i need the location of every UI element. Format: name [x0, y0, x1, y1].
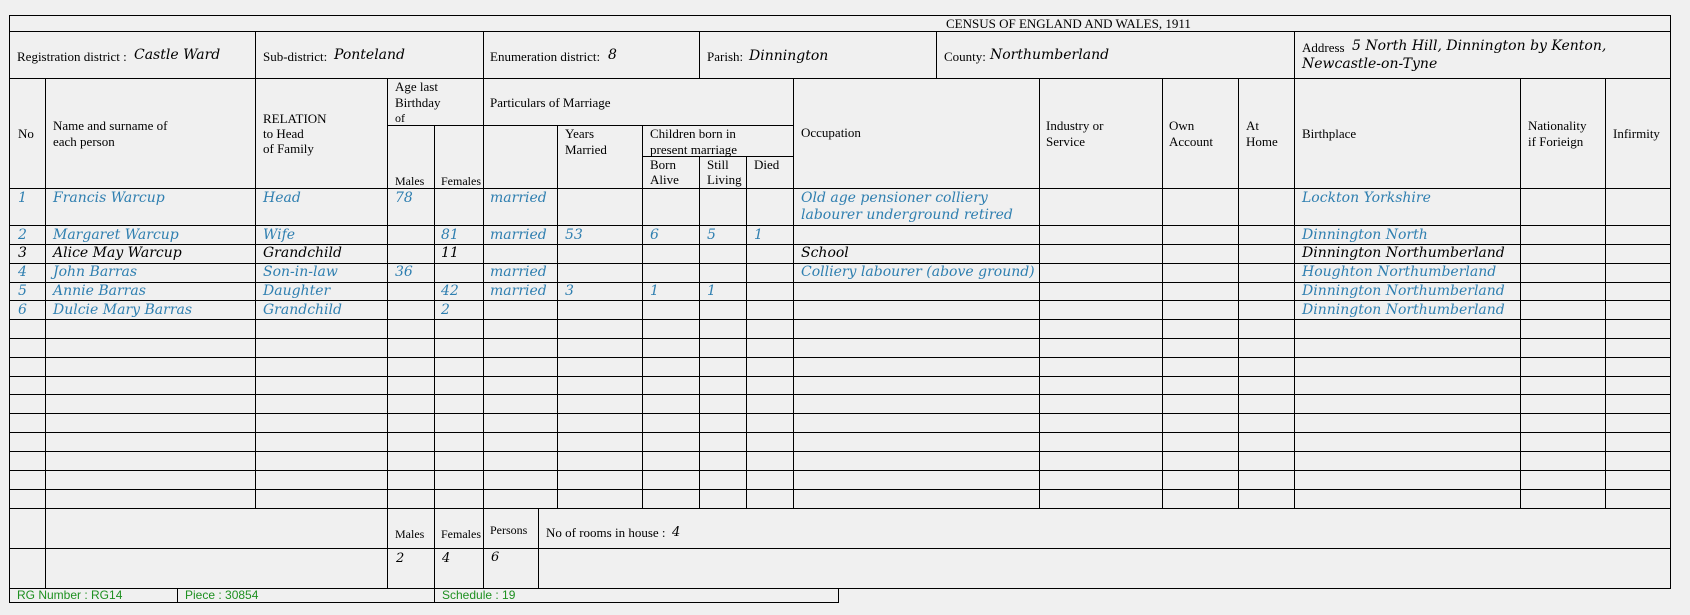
col-no: No: [18, 126, 34, 141]
rule: [9, 188, 1671, 189]
rule: [1294, 31, 1295, 78]
rule: [9, 451, 1671, 452]
rule: [1605, 78, 1606, 508]
parish-label: Parish:: [707, 49, 744, 64]
row-name: Dulcie Mary Barras: [53, 302, 193, 318]
col-age-l3: of: [395, 111, 405, 125]
rule: [9, 489, 1671, 490]
rule: [538, 508, 539, 589]
row-no: 3: [18, 245, 27, 261]
row-name: Annie Barras: [53, 283, 146, 299]
row-no: 5: [18, 283, 27, 299]
totals-persons-value: 6: [491, 550, 500, 565]
row-relation: Wife: [263, 227, 296, 243]
row-birthplace: Houghton Northumberland: [1302, 264, 1497, 280]
county-label: County:: [944, 49, 986, 64]
rooms-value: 4: [672, 525, 681, 540]
col-years-l1: Years: [565, 126, 595, 141]
rule: [9, 319, 1671, 320]
registration-district-value: Castle Ward: [134, 47, 221, 63]
rule: [255, 78, 256, 508]
row-still-living: 1: [707, 283, 716, 299]
enumeration-district-label: Enumeration district:: [490, 49, 601, 64]
rule: [642, 125, 643, 508]
row-years-married: 3: [565, 283, 574, 299]
row-birthplace: Dinnington Northumberland: [1302, 283, 1505, 299]
rule: [1520, 78, 1521, 508]
col-relation-l2: to Head: [263, 126, 304, 141]
sub-district-label: Sub-district:: [263, 49, 328, 64]
rule: [557, 125, 558, 508]
col-nationality-l1: Nationality: [1528, 118, 1587, 133]
rule: [45, 78, 46, 589]
row-name: Margaret Warcup: [53, 227, 179, 243]
row-relation: Grandchild: [263, 302, 342, 318]
col-females: Females: [441, 174, 481, 188]
rule: [9, 508, 1671, 509]
col-still-l2: Living: [707, 172, 742, 187]
row-died: 1: [754, 227, 763, 243]
rule: [699, 31, 700, 78]
row-occupation-cont: labourer underground retired: [801, 207, 1013, 223]
rule: [177, 588, 178, 603]
row-marital-status: married: [490, 227, 547, 243]
row-no: 6: [18, 302, 27, 318]
rule: [1294, 78, 1295, 508]
sub-district-value: Ponteland: [334, 47, 406, 63]
row-age-female: 11: [441, 245, 459, 261]
col-children-l1: Children born in: [650, 126, 736, 141]
row-occupation: Old age pensioner colliery: [801, 190, 988, 206]
row-age-female: 42: [441, 283, 459, 299]
schedule-number: Schedule : 19: [442, 588, 516, 602]
col-industry-l1: Industry or: [1046, 118, 1104, 133]
col-relation-l1: RELATION: [263, 111, 327, 126]
rule: [9, 225, 1671, 226]
rule: [9, 394, 1671, 395]
row-marital-status: married: [490, 190, 547, 206]
rule: [1162, 78, 1163, 508]
row-name: Alice May Warcup: [53, 245, 182, 261]
row-still-living: 5: [707, 227, 716, 243]
rooms-label: No of rooms in house :: [546, 525, 666, 540]
col-home-l1: At: [1246, 118, 1259, 133]
row-no: 2: [18, 227, 27, 243]
rule: [387, 78, 388, 589]
row-born-alive: 6: [650, 227, 659, 243]
row-birthplace: Dinnington Northumberland: [1302, 302, 1505, 318]
totals-males-label: Males: [395, 527, 425, 541]
row-marital-status: married: [490, 264, 547, 280]
col-occupation: Occupation: [801, 125, 861, 140]
rule: [483, 78, 484, 589]
rule: [483, 31, 484, 78]
address-value-line2: Newcastle-on-Tyne: [1302, 56, 1438, 72]
registration-district-label: Registration district :: [17, 49, 127, 64]
col-own-l1: Own: [1169, 118, 1195, 133]
rule: [699, 156, 700, 508]
col-still-l1: Still: [707, 157, 729, 172]
rule: [9, 413, 1671, 414]
row-age-female: 2: [441, 302, 450, 318]
col-home-l2: Home: [1246, 134, 1278, 149]
row-age-male: 36: [395, 264, 413, 280]
rule: [746, 156, 747, 508]
rule: [9, 78, 1671, 79]
rule: [9, 300, 1671, 301]
row-no: 4: [18, 264, 27, 280]
col-nationality-l2: if Forieign: [1528, 134, 1584, 149]
rule: [9, 31, 1671, 32]
piece-number: Piece : 30854: [185, 588, 259, 602]
totals-females-label: Females: [441, 527, 481, 541]
rule: [793, 78, 794, 508]
row-relation: Grandchild: [263, 245, 342, 261]
totals-persons-label: Persons: [490, 523, 528, 537]
col-infirmity: Infirmity: [1613, 126, 1660, 141]
address-value-line1: 5 North Hill, Dinnington by Kenton,: [1352, 38, 1607, 54]
rule: [9, 357, 1671, 358]
col-name-l1: Name and surname of: [53, 118, 168, 133]
row-years-married: 53: [565, 227, 583, 243]
rule: [9, 548, 1671, 549]
col-children-l2: present marriage: [650, 142, 737, 157]
row-birthplace: Dinnington North: [1302, 227, 1428, 243]
col-age-l1: Age last: [395, 79, 438, 94]
row-age-male: 78: [395, 190, 413, 206]
col-born-l1: Born: [650, 157, 676, 172]
enumeration-district-value: 8: [608, 47, 617, 63]
rule: [434, 125, 435, 589]
col-industry-l2: Service: [1046, 134, 1085, 149]
col-born-l2: Alive: [650, 172, 679, 187]
row-relation: Son-in-law: [263, 264, 338, 280]
row-no: 1: [18, 190, 27, 206]
row-birthplace: Lockton Yorkshire: [1302, 190, 1431, 206]
rule: [1039, 78, 1040, 508]
row-name: John Barras: [53, 264, 138, 280]
col-name-l2: each person: [53, 134, 115, 149]
county-value: Northumberland: [990, 47, 1110, 63]
rule: [9, 376, 1671, 377]
totals-females-value: 4: [442, 551, 451, 566]
col-age-l2: Birthday: [395, 95, 441, 110]
row-age-female: 81: [441, 227, 459, 243]
col-relation-l3: of Family: [263, 141, 314, 156]
footer-reference-bar: [9, 588, 839, 603]
col-birthplace: Birthplace: [1302, 126, 1357, 141]
parish-value: Dinnington: [749, 48, 829, 64]
row-born-alive: 1: [650, 283, 659, 299]
rule: [9, 470, 1671, 471]
rule: [255, 31, 256, 78]
col-marriage: Particulars of Marriage: [490, 95, 611, 110]
col-died: Died: [754, 157, 780, 172]
rg-number: RG Number : RG14: [17, 588, 123, 602]
row-occupation: Colliery labourer (above ground): [801, 264, 1035, 280]
form-title: CENSUS OF ENGLAND AND WALES, 1911: [946, 16, 1191, 31]
col-own-l2: Account: [1169, 134, 1214, 149]
rule: [9, 338, 1671, 339]
row-birthplace: Dinnington Northumberland: [1302, 245, 1505, 261]
rule: [9, 432, 1671, 433]
row-relation: Head: [263, 190, 301, 206]
row-occupation: School: [801, 245, 849, 261]
row-marital-status: married: [490, 283, 547, 299]
col-males: Males: [395, 174, 425, 188]
col-years-l2: Married: [565, 142, 607, 157]
rule: [1238, 78, 1239, 508]
rule: [936, 31, 937, 78]
rule: [434, 588, 435, 603]
row-relation: Daughter: [263, 283, 331, 299]
row-name: Francis Warcup: [53, 190, 165, 206]
address-label: Address: [1302, 40, 1345, 55]
totals-males-value: 2: [396, 551, 405, 566]
rule: [483, 125, 793, 126]
